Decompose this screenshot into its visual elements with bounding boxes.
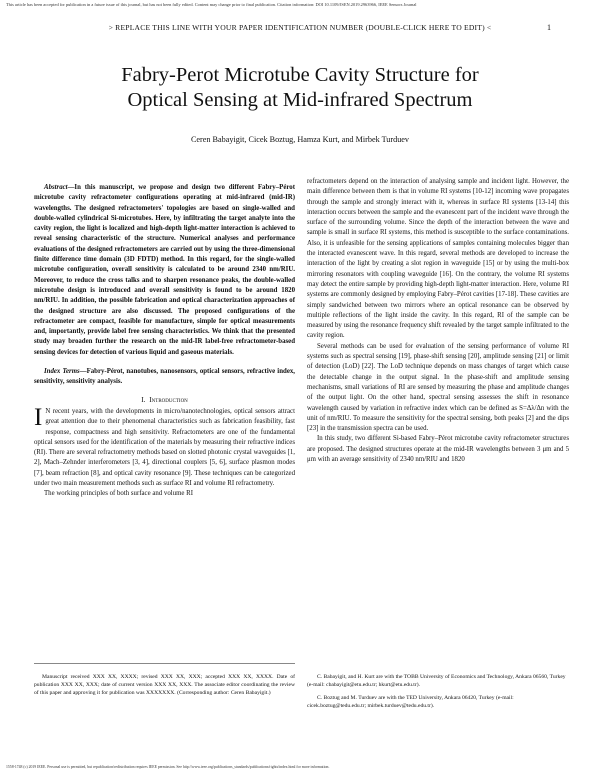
paper-title [40, 63, 560, 113]
abstract [34, 183, 295, 358]
section-numeral: I. [141, 394, 146, 404]
right-column [307, 177, 569, 465]
intro-paragraph-2: The working principles of both surface and volume RI [44, 490, 194, 498]
copyright-footer: 1558-1748 (c) 2019 IEEE. Personal use is permitted, but republication/redistribution requires IEEE permission. See http://www.ieee.org/publications_standards/publications/rights/index.html for more information. [6, 765, 330, 769]
title-line-1: Fabry-Perot Microtube Cavity Structure for [121, 64, 479, 86]
intro-text-1: N recent years, with the developments in micro/nanotechnologies, optical sensors attract great attention due to their phenomenal characteristics such as fabrication feasibility, fast response, compactness and high sensitivity. Refractometers are one of the fundamental optical sensors used for the identification of the materials by measuring their refractive indices (RI). There are several refractometry methods based on slotted photonic crystal waveguides [1, 2], Mach–Zehnder interferometers [3, 4], directional couplers [5, 6], surface plasmon modes [7], beam refraction [8], and optical cavity resonance [9]. These techniques can be categorized under two main measurement methods such as surface RI and volume RI refractometry. [34, 407, 295, 488]
affiliation-1: C. Babayigit, and H. Kurt are with the TOBB University of Economics and Technology, Ankara 06560, Turkey (e-mail: cbabayigit@etu.edu.tr; hkurt@etu.edu.tr). [307, 674, 566, 689]
intro-paragraph-1 [34, 403, 295, 489]
index-terms-label: Index Terms [44, 368, 80, 376]
section-heading-introduction [34, 395, 295, 405]
left-column [34, 183, 295, 500]
page-number: 1 [547, 23, 551, 32]
accepted-notice: This article has been accepted for publication in a future issue of this journal, but has not been fully edited. Content may change prior to final publication. Citation information: DOI 10.1109/JSEN.2019.2963966, IEEE Sensors Journal [6, 2, 417, 7]
abstract-text: —In this manuscript, we propose and design two different Fabry–Pérot microtube cavity refractometer configurations operating at mid-infrared (mid-IR) wavelengths. The designed refractometers' topologies are based on single-walled and double-walled cylindrical Si-microtubes. Here, by infiltrating the target analyte into the cavity region, the light is localized and high-depth light-matter interaction is achieved to reveal sensing characteristic of the structure. Numerical analyses and performance evaluations of the designed refractometers are carried out by using the three-dimensional finite difference time domain (3D FDTD) method. In this regard, for the single-walled microtube configuration, overall sensitivity is calculated to be around 2340 nm/RIU. Moreover, to reduce the cross talks and to sharpen resonance peaks, the double-walled microtube design is introduced and overall sensitivity is found to be around 1820 nm/RIU. In addition, the possible fabrication and optical characterization approaches of the designed structure are also discussed. The proposed configurations of the refractometer are compact, feasible for manufacture, simple for optical measurements and, importantly, provide label free sensing characteristics. We think that the presented study may broaden further the research on the mid-IR label-free refractometer-based sensing devices for detection of various liquid and gaseous materials. [34, 184, 295, 356]
manuscript-footnote [34, 673, 295, 697]
section-title: Introduction [149, 394, 188, 404]
abstract-label: Abstract [44, 184, 68, 191]
body-paragraph-1: refractometers depend on the interaction of analysing sample and incident light. However, the main difference between them is that in volume RI systems [10-12] incoming wave propagates through the sample and strongly interact with it, whereas in surface RI systems [13-14] this interaction occurs between the sample and the evanescent part of the incident wave through the surface of the surrounding volume. Since the depth of the interaction between the wave and sample is small in surface RI systems, this method is susceptible to the surface contaminations. Also, it is unfeasible for the sensing applications of samples containing molecules bigger than the interacted evanescent wave. In this regard, several methods are developed to increase the interaction of the light by creating a slot region in waveguide [15] or by using the multi-box mirroring resonators with coupling waveguide [16]. On the contrary, the volume RI systems may detect the entire sample by providing high-depth light-matter interaction. Here, volume RI systems are commonly designed by employing Fabry–Pérot cavities [17-18]. These cavities are simply sandwiched between two mirrors where an optical resonance can be observed by multiple reflections of the light inside the cavity. In this regard, RI of the sample can be measured by using the resonance frequency shift revealed by the target sample infiltrated to the cavity region. [307, 178, 569, 340]
footnote-divider [34, 663, 295, 664]
index-terms [34, 367, 295, 388]
title-line-2: Optical Sensing at Mid-infrared Spectrum [127, 89, 473, 111]
body-paragraph-2: Several methods can be used for evaluation of the sensing performance of volume RI systems such as spectral sensing [19], phase-shift sensing [20], amplitude sensing [21] or limit of detection (LoD) [22]. The LoD technique depends on mass changes of target which cause the detectable change in the output signal. In the phase-shift and amplitude sensing mechanisms, small variations of RI are sensed by measuring the phase and amplitude changes of the output light. On the other hand, spectral sensing assesses the shift in resonance wavelength caused by variation in refractive index which can be defined as S=Δλ/Δn with the unit of nm/RIU. To measure the sensitivity for the spectral sensing, both peaks [2] and the dips [23] in the transmission spectra can be used. [307, 342, 569, 433]
replace-line-header[interactable]: > REPLACE THIS LINE WITH YOUR PAPER IDENTIFICATION NUMBER (DOUBLE-CLICK HERE TO EDIT) < [108, 23, 492, 32]
affiliation-footnotes [307, 673, 569, 715]
manuscript-info: Manuscript received XXX XX, XXXX; revised XXX XX, XXX; accepted XXX XX, XXXX. Date of publication XXX XX, XXX; date of current version XXX XX, XXX. The associate editor coordinating the review of this paper and approving it for publication was XXXXXXX. (Corresponding author: Ceren Babayigit.) [34, 674, 295, 697]
affiliation-2: C. Boztug and M. Turduev are with the TED University, Ankara 06420, Turkey (e-mail: cicek.boztug@tedu.edu.tr; mirbek.turduev@tedu.edu.tr). [307, 695, 514, 710]
index-terms-text: —Fabry-Pérot, nanotubes, nanosensors, optical sensors, refractive index, sensitivity, sensitivity analysis. [34, 368, 295, 386]
body-paragraph-3: In this study, two different Si-based Fabry–Pérot microtube cavity refractometer structures are proposed. The designed structures operate at the mid-IR wavelengths between 3 μm and 5 μm with an average sensitivity of 2340 nm/RIU and 1820 [307, 435, 569, 464]
author-list: Ceren Babayigit, Cicek Boztug, Hamza Kurt, and Mirbek Turduev [190, 135, 410, 144]
drop-cap: I [34, 403, 43, 431]
